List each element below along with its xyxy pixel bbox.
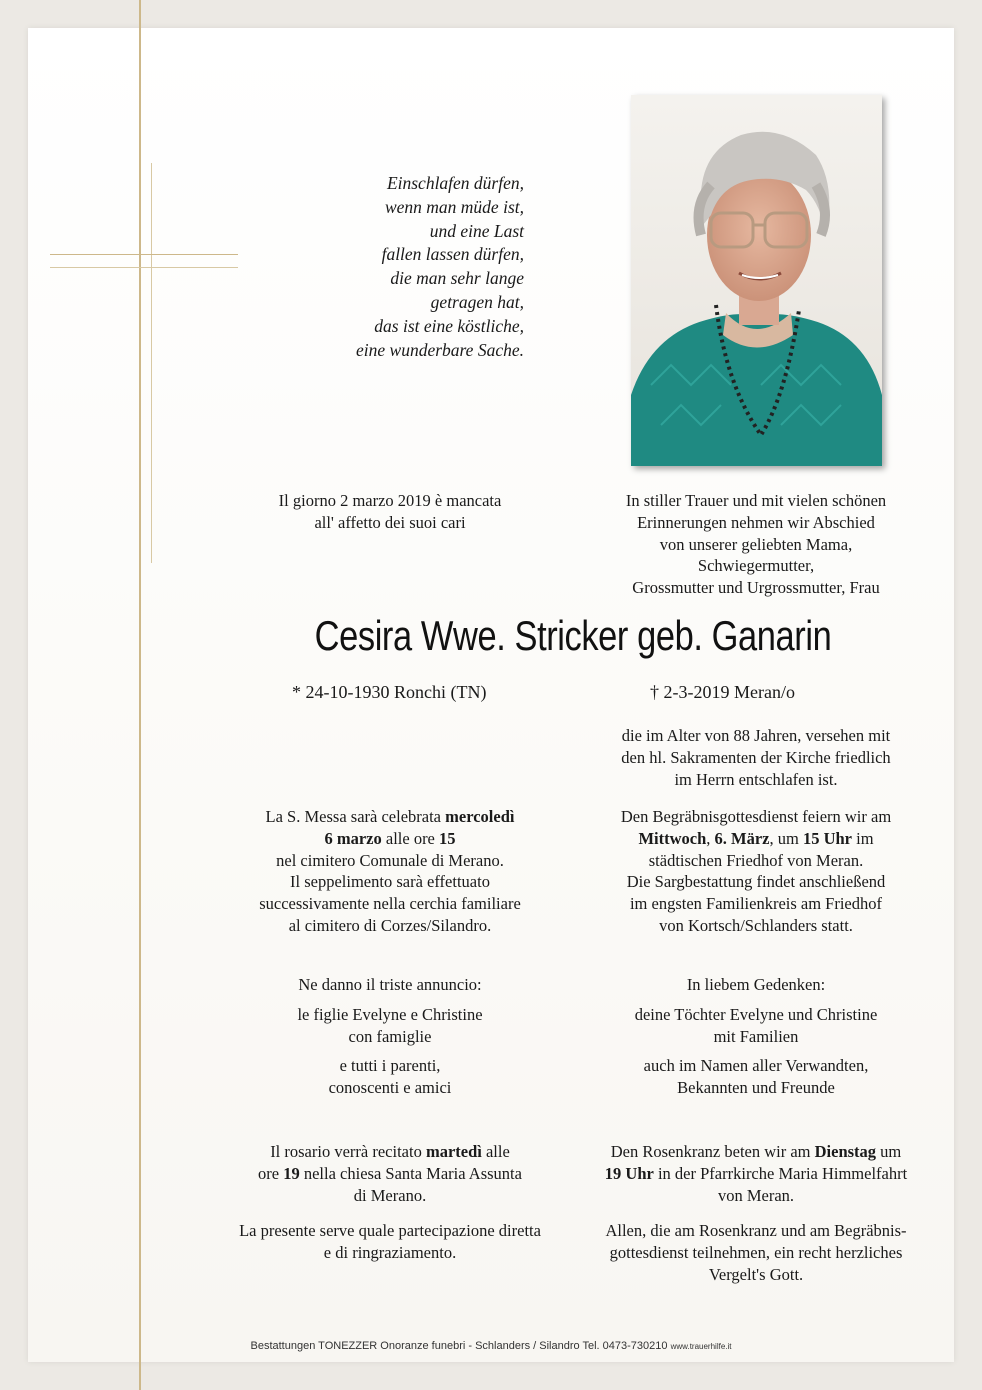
rosary-german: Den Rosenkranz beten wir am Dienstag um 19 Uhr in der Pfarrkirche Maria Himmelfahrt von Meran. Allen, die am Rosenkranz und am Begräbnis- gottesdienst teilnehmen, ein recht herzliches Vergelt's Gott. — [604, 1142, 908, 1284]
footer-url[interactable]: www.trauerhilfe.it — [670, 1342, 732, 1351]
mourners-german: In liebem Gedenken: deine Töchter Evelyne und Christine mit Familien auch im Namen aller Verwandten, Bekannten und Freunde — [634, 975, 878, 1098]
intro-german: In stiller Trauer und mit vielen schönen Erinnerungen nehmen wir Abschied von unserer geliebten Mama, Schwiegermutter, Grossmutter und Urgrossmutter, Frau — [625, 491, 887, 598]
death-date: † 2-3-2019 Meran/o — [650, 682, 795, 702]
cross-line — [50, 267, 238, 268]
cross-line — [50, 254, 238, 255]
deceased-name: Cesira Wwe. Stricker geb. Ganarin — [314, 612, 832, 659]
poem: Einschlafen dürfen, wenn man müde ist, und eine Last fallen lassen dürfen, die man sehr lange getragen hat, das ist eine köstliche, eine wunderbare Sache. — [356, 173, 524, 360]
age-text: die im Alter von 88 Jahren, versehen mit den hl. Sakramenten der Kirche friedlich im Herrn entschlafen ist. — [621, 726, 891, 789]
intro-italian: Il giorno 2 marzo 2019 è mancata all' affetto dei suoi cari — [278, 491, 502, 532]
cross-line — [139, 0, 141, 1390]
mass-italian: La S. Messa sarà celebrata mercoledì 6 marzo alle ore 15 nel cimitero Comunale di Merano. Il seppelimento sarà effettuato successivamente nella cerchia familiare al cimitero di Corzes/Silandro. — [259, 807, 521, 935]
mass-german: Den Begräbnisgottesdienst feiern wir am Mittwoch, 6. März, um 15 Uhr im städtischen Friedhof von Meran. Die Sargbestattung findet anschließend im engsten Familienkreis am Friedhof von Kortsch/Schlanders statt. — [620, 807, 892, 935]
portrait-photo — [631, 95, 882, 466]
mourners-italian: Ne danno il triste annuncio: le figlie Evelyne e Christine con famiglie e tutti i parenti, conoscenti e amici — [297, 975, 483, 1098]
footer: Bestattungen TONEZZER Onoranze funebri - Schlanders / Silandro Tel. 0473-730210 www.trauerhilfe.it — [250, 1340, 732, 1352]
birth-date: * 24-10-1930 Ronchi (TN) — [292, 682, 487, 702]
cross-line — [151, 163, 152, 563]
rosary-italian: Il rosario verrà recitato martedì alle ore 19 nella chiesa Santa Maria Assunta di Merano. La presente serve quale partecipazione diretta e di ringraziamento. — [239, 1142, 541, 1263]
